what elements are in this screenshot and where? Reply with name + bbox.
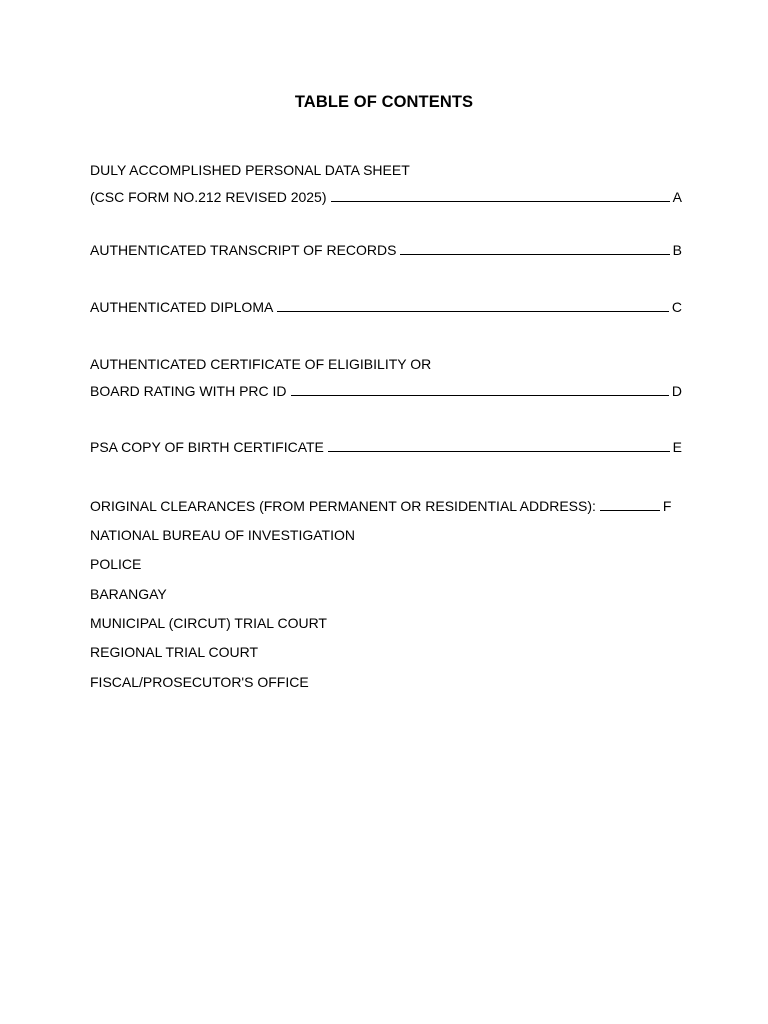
section-letter-b: B	[672, 242, 682, 258]
leader-line	[600, 510, 660, 511]
clearance-item: REGIONAL TRIAL COURT	[90, 644, 259, 660]
leader-line	[328, 451, 670, 452]
leader-line	[331, 201, 670, 202]
clearance-item: FISCAL/PROSECUTOR'S OFFICE	[90, 674, 309, 690]
section-letter-c: C	[671, 299, 682, 315]
clearance-item: POLICE	[90, 556, 142, 572]
diploma-entry-label: AUTHENTICATED DIPLOMA	[90, 299, 274, 315]
clearance-item: MUNICIPAL (CIRCUT) TRIAL COURT	[90, 615, 327, 631]
leader-line	[291, 395, 669, 396]
clearances-entry-label: ORIGINAL CLEARANCES (FROM PERMANENT OR RESIDENTIAL ADDRESS):	[90, 498, 596, 514]
leader-line	[400, 254, 669, 255]
eligibility-entry-line1: AUTHENTICATED CERTIFICATE OF ELIGIBILITY OR	[90, 356, 432, 372]
toc-entry-b	[90, 241, 682, 259]
toc-entry-a	[90, 188, 682, 206]
clearance-item: NATIONAL BUREAU OF INVESTIGATION	[90, 527, 355, 543]
eligibility-entry-line2: BOARD RATING WITH PRC ID	[90, 383, 287, 399]
clearance-item: BARANGAY	[90, 586, 167, 602]
section-letter-a: A	[672, 189, 682, 205]
toc-entry-e	[90, 438, 682, 456]
toc-entry-f	[90, 497, 682, 515]
section-letter-d: D	[671, 383, 682, 399]
page-title: TABLE OF CONTENTS	[294, 93, 474, 111]
pds-entry-line1: DULY ACCOMPLISHED PERSONAL DATA SHEET	[90, 162, 410, 178]
section-letter-f: F	[662, 498, 672, 514]
tor-entry-label: AUTHENTICATED TRANSCRIPT OF RECORDS	[90, 242, 397, 258]
pds-entry-line2: (CSC FORM NO.212 REVISED 2025)	[90, 189, 327, 205]
section-letter-e: E	[672, 439, 682, 455]
toc-entry-d	[90, 382, 682, 400]
psa-entry-label: PSA COPY OF BIRTH CERTIFICATE	[90, 439, 324, 455]
toc-entry-c	[90, 298, 682, 316]
leader-line	[277, 311, 669, 312]
